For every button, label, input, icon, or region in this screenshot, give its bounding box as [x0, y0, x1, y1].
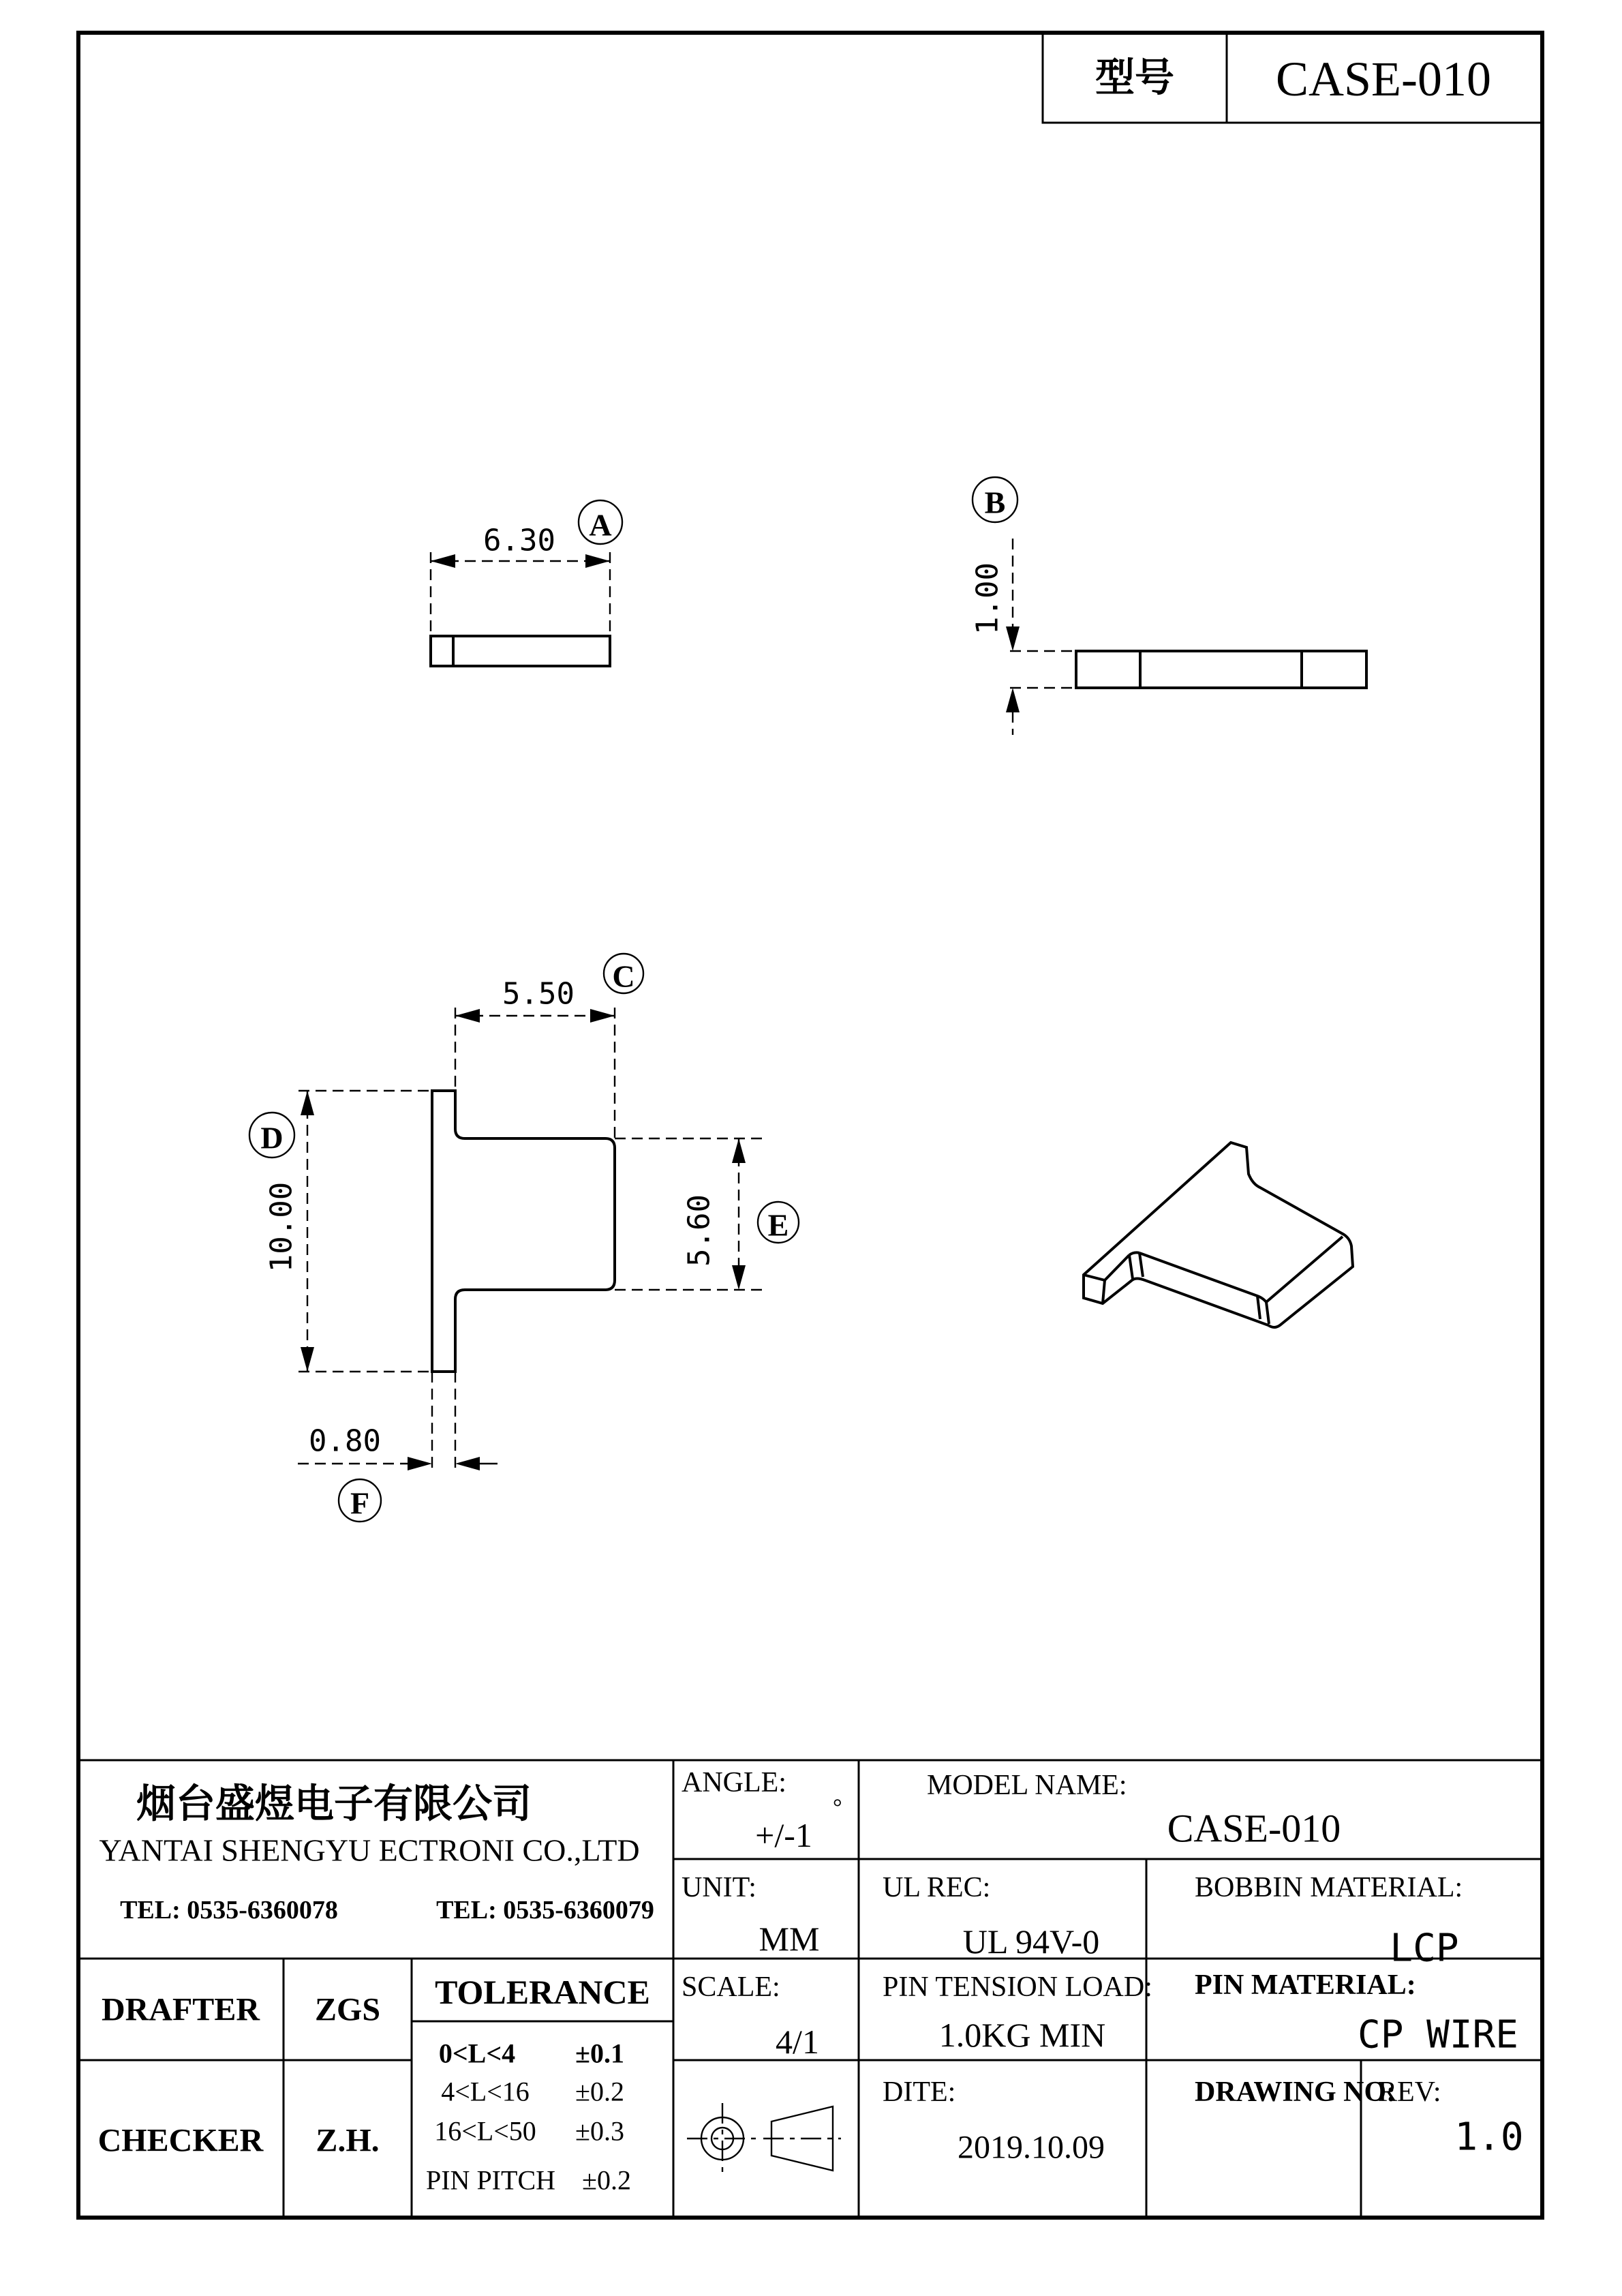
drawing-no-label: DRAWING NO:: [1195, 2076, 1396, 2108]
drafter-value: ZGS: [314, 1991, 381, 2028]
arrowhead: [585, 554, 610, 568]
iso-stem-top-edge: [1266, 1237, 1343, 1302]
view-front-part: [432, 1091, 615, 1372]
title-block: [1043, 33, 1542, 123]
drawing-no-cell: [1195, 2076, 1396, 2108]
dim-d-value: 10.00: [264, 1181, 299, 1273]
balloon-e-letter: E: [767, 1207, 789, 1243]
company-tel2: TEL: 0535-6360079: [436, 1896, 654, 1924]
arrowhead: [455, 1457, 480, 1470]
view-b: [970, 477, 1367, 735]
dim-e-value: 5.60: [682, 1194, 717, 1267]
tolerance-value: ±0.1: [575, 2038, 624, 2069]
model-label: 型号: [1095, 55, 1175, 100]
view-a-part: [431, 636, 610, 666]
arrowhead: [408, 1457, 432, 1470]
model-number: CASE-010: [1275, 52, 1492, 106]
company-name-cn: 烟台盛煜电子有限公司: [136, 1781, 532, 1826]
arrowhead: [301, 1091, 314, 1115]
pin-material-cell: [1195, 1969, 1518, 2057]
tolerance-range: 4<L<16: [441, 2076, 530, 2107]
rev-cell: [1378, 2076, 1524, 2160]
company-cell: [99, 1782, 654, 1925]
pin-tension-value: 1.0KG MIN: [938, 2016, 1106, 2054]
ul-rec-cell: [883, 1872, 1099, 1961]
angle-label: ANGLE:: [682, 1767, 786, 1798]
bobbin-material-value: LCP: [1390, 1926, 1459, 1971]
tolerance-value: ±0.3: [575, 2115, 624, 2147]
angle-value: +/-1: [755, 1816, 812, 1854]
tolerance-value: ±0.2: [582, 2164, 631, 2196]
tolerance-row: [441, 2076, 624, 2107]
balloon-c-letter: C: [612, 958, 635, 994]
tolerance-row: [439, 2038, 624, 2069]
unit-cell: [682, 1872, 819, 1958]
angle-cell: [682, 1767, 842, 1854]
dite-cell: [883, 2076, 1105, 2166]
dim-f-value: 0.80: [309, 1423, 381, 1459]
tolerance-block: [426, 1973, 650, 2196]
projection-symbol: [687, 2103, 841, 2174]
tolerance-range: 16<L<50: [434, 2115, 536, 2147]
iso-outline: [1084, 1143, 1353, 1327]
tolerance-row: [434, 2116, 624, 2147]
model-name-cell: [927, 1770, 1341, 1851]
ul-rec-value: UL 94V-0: [962, 1922, 1100, 1961]
model-name-label: MODEL NAME:: [927, 1770, 1127, 1801]
scale-value: 4/1: [776, 2023, 819, 2061]
arrowhead: [431, 554, 455, 568]
balloon-f-letter: F: [350, 1485, 370, 1521]
rev-value: 1.0: [1454, 2115, 1524, 2160]
dite-value: 2019.10.09: [958, 2129, 1105, 2166]
unit-label: UNIT:: [682, 1872, 756, 1903]
bobbin-material-label: BOBBIN MATERIAL:: [1195, 1872, 1463, 1903]
angle-degree: °: [833, 1795, 842, 1820]
balloon-a-letter: A: [589, 507, 612, 543]
pin-tension-label: PIN TENSION LOAD:: [883, 1972, 1152, 2003]
dim-a-value: 6.30: [483, 523, 555, 558]
tolerance-range: 0<L<4: [438, 2038, 516, 2069]
bobbin-material-cell: [1195, 1872, 1463, 1971]
checker-cell: [98, 2123, 380, 2159]
view-a: [431, 500, 622, 666]
dim-c-value: 5.50: [502, 976, 575, 1012]
iso-fillet-left: [1129, 1252, 1143, 1279]
unit-value: MM: [759, 1920, 820, 1958]
drafter-label: DRAFTER: [101, 1991, 260, 2028]
arrowhead: [455, 1009, 480, 1023]
pin-material-value: CP WIRE: [1357, 2012, 1519, 2057]
iso-stem-front-edges: [1139, 1253, 1269, 1324]
scale-label: SCALE:: [682, 1972, 780, 2003]
ul-rec-label: UL REC:: [883, 1872, 991, 1903]
dite-label: DITE:: [883, 2076, 956, 2108]
rev-label: REV:: [1378, 2076, 1441, 2108]
arrowhead: [590, 1009, 615, 1023]
arrowhead: [732, 1138, 746, 1163]
pin-tension-cell: [883, 1972, 1152, 2054]
arrowhead: [301, 1347, 314, 1372]
arrowhead: [732, 1265, 746, 1290]
tolerance-title: TOLERANCE: [435, 1973, 650, 2011]
balloon-b-letter: B: [984, 485, 1006, 520]
pin-material-label: PIN MATERIAL:: [1195, 1969, 1416, 2001]
arrowhead: [1006, 626, 1020, 651]
view-b-part: [1076, 651, 1366, 688]
tolerance-row: [426, 2165, 631, 2196]
drafter-cell: [102, 1992, 380, 2028]
model-name-value: CASE-010: [1167, 1806, 1341, 1851]
iso-flange-edges: [1084, 1255, 1129, 1303]
company-tel1: TEL: 0535-6360078: [120, 1896, 338, 1924]
checker-label: CHECKER: [97, 2122, 264, 2159]
balloon-d-letter: D: [260, 1120, 284, 1155]
checker-value: Z.H.: [316, 2122, 380, 2159]
view-front: [249, 954, 799, 1522]
tolerance-range: PIN PITCH: [425, 2164, 556, 2196]
scale-cell: [682, 1972, 819, 2061]
arrowhead: [1006, 688, 1020, 712]
view-isometric: [1084, 1143, 1353, 1327]
company-name-en: YANTAI SHENGYU ECTRONI CO.,LTD: [99, 1832, 640, 1868]
tolerance-value: ±0.2: [575, 2076, 624, 2107]
dim-b-value: 1.00: [970, 562, 1005, 635]
